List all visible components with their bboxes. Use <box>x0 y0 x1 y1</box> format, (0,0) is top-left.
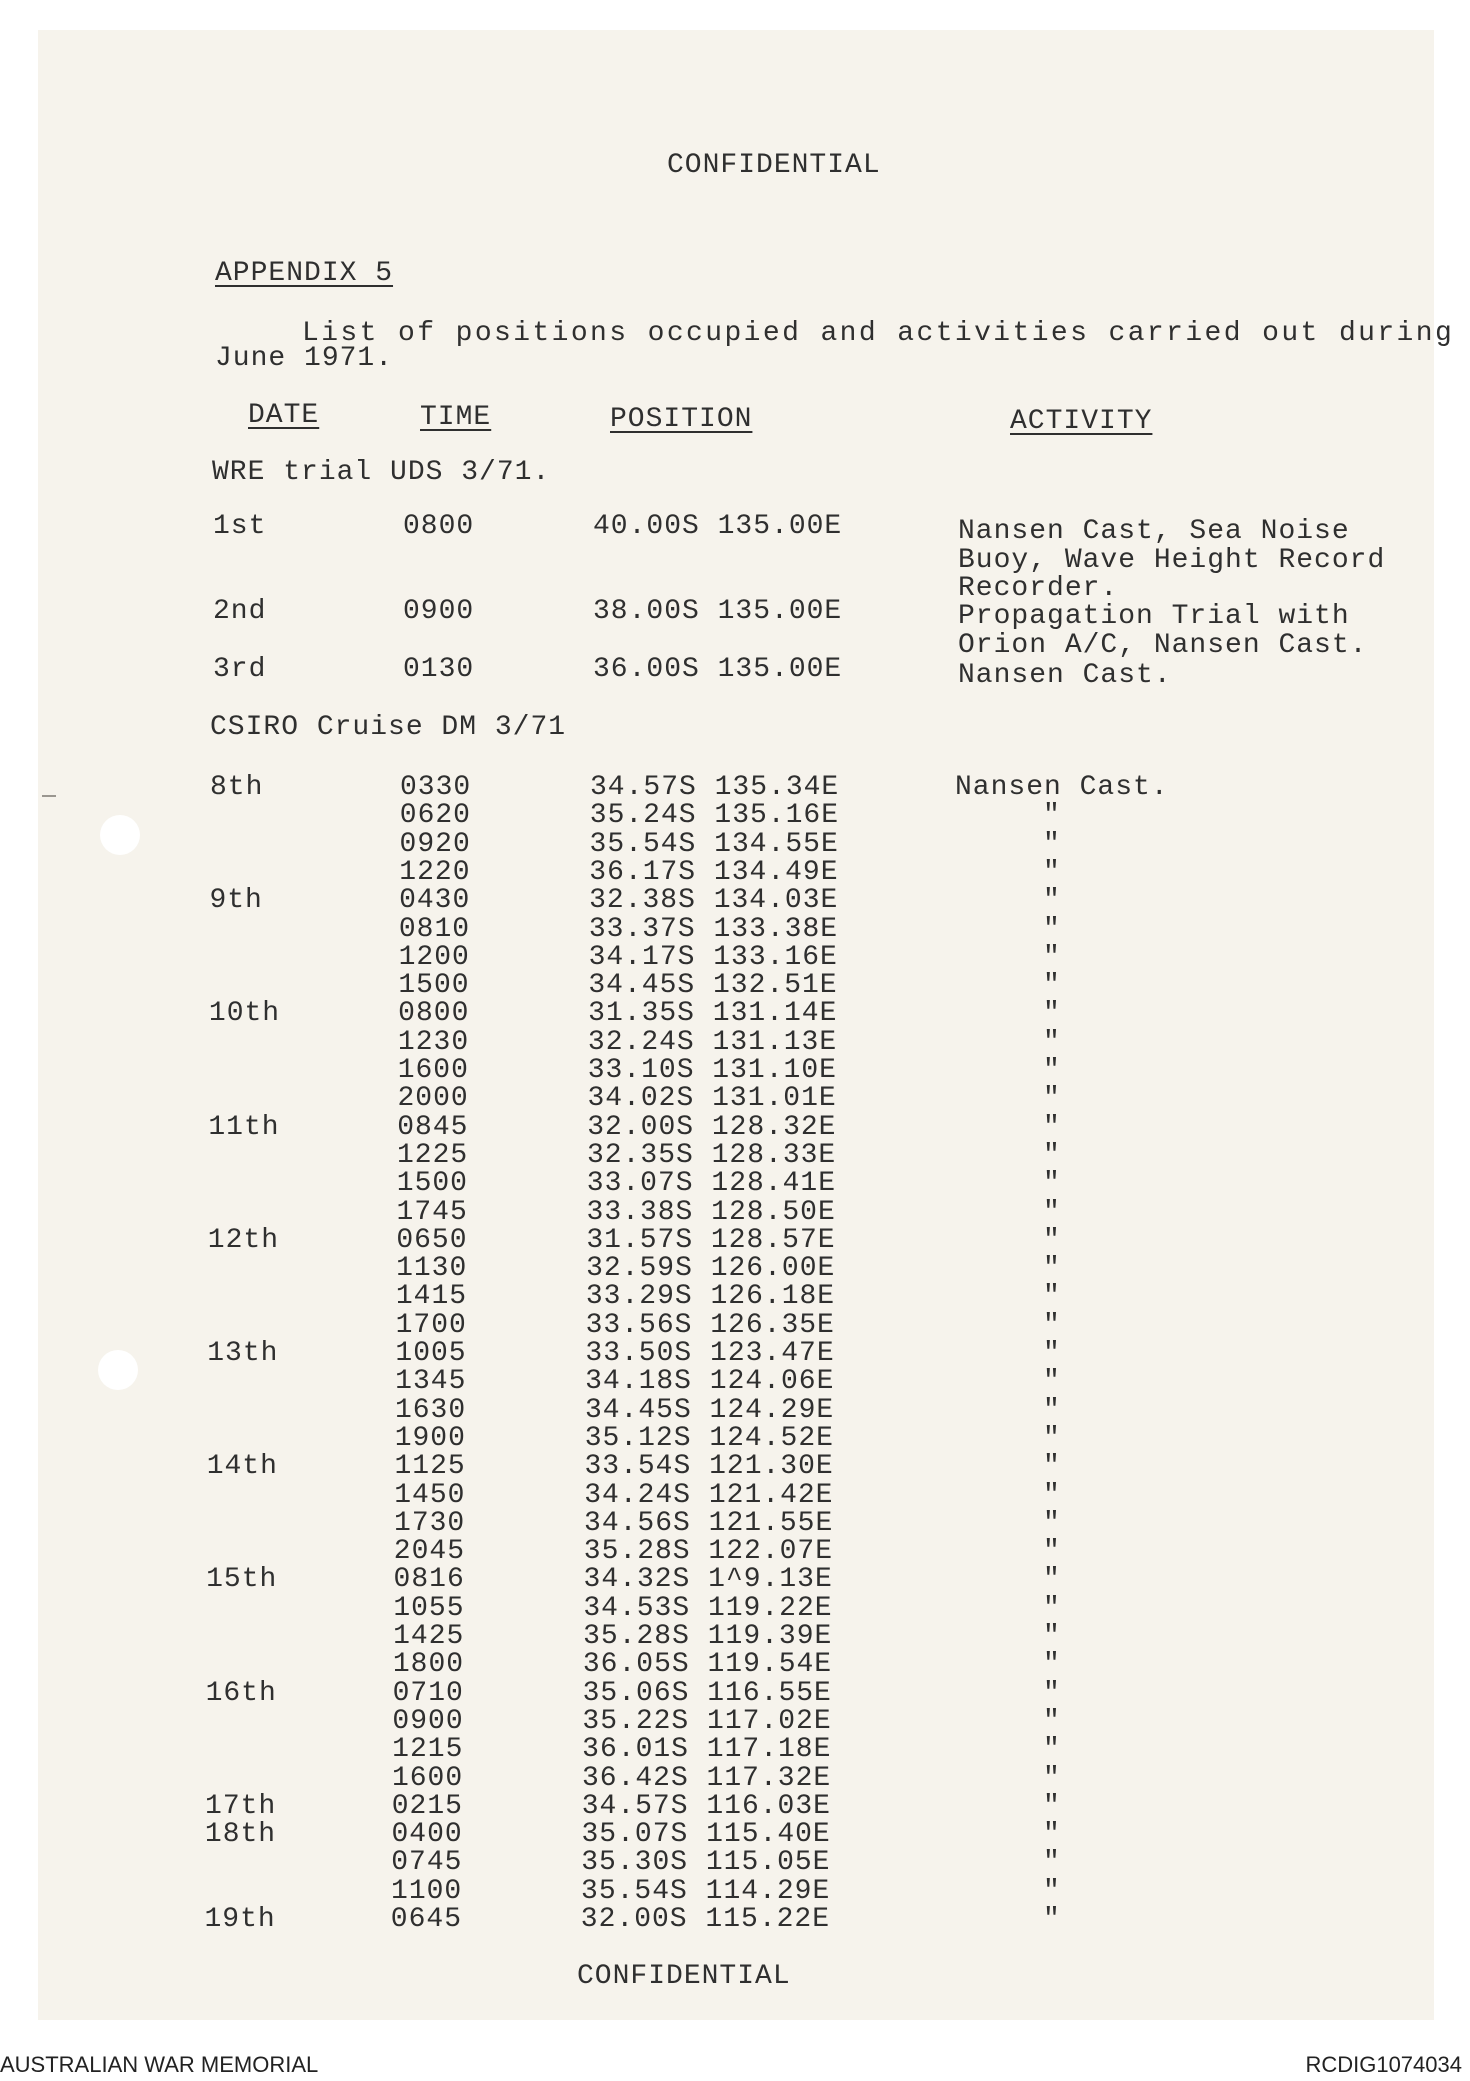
row-position: 32.00S 115.22E <box>580 1904 831 1935</box>
section-title-csiro: CSIRO Cruise DM 3/71 <box>210 712 567 743</box>
row-position: 33.38S 128.50E <box>586 1196 836 1228</box>
section-title-wre: WRE trial UDS 3/71. <box>212 457 551 488</box>
column-header-date: DATE <box>248 400 320 431</box>
row-time: 0800 <box>398 998 470 1030</box>
row-time: 1100 <box>391 1875 463 1907</box>
row-activity: " <box>1043 1790 1061 1822</box>
row-position: 38.00S 135.00E <box>593 596 843 627</box>
row-activity: " <box>1043 1592 1061 1624</box>
row-date: 18th <box>204 1819 277 1851</box>
row-time: 1425 <box>393 1621 465 1652</box>
intro-line-1: List of positions occupied and activities carried out during <box>302 318 1455 349</box>
row-activity: " <box>1043 913 1061 945</box>
row-activity: " <box>1043 1734 1061 1766</box>
row-activity: " <box>1043 1168 1061 1200</box>
table-row <box>0 1084 1470 1114</box>
table-row <box>0 1820 1470 1850</box>
row-activity: " <box>1043 1564 1061 1596</box>
table-row <box>0 1169 1470 1199</box>
table-row <box>0 1424 1470 1454</box>
row-time: 1130 <box>396 1253 468 1285</box>
row-time: 0130 <box>403 654 475 685</box>
row-date: 3rd <box>213 654 267 685</box>
row-time: 1745 <box>396 1196 468 1228</box>
row-time: 1700 <box>395 1309 467 1341</box>
column-header-position: POSITION <box>610 404 753 435</box>
table-row <box>0 1877 1470 1907</box>
row-time: 1500 <box>396 1168 468 1200</box>
row-time: 0710 <box>392 1677 464 1709</box>
row-activity: " <box>1043 998 1061 1030</box>
table-row <box>0 1622 1470 1652</box>
row-date: 11th <box>208 1111 280 1143</box>
row-position: 34.45S 132.51E <box>588 970 838 1002</box>
row-activity: Nansen Cast. <box>958 660 1172 691</box>
archive-id: RCDIG1074034 <box>1305 2052 1462 2077</box>
row-time: 1225 <box>397 1139 469 1171</box>
row-activity: " <box>1043 1055 1061 1086</box>
column-header-activity: ACTIVITY <box>1010 406 1153 437</box>
table-row <box>0 1254 1470 1284</box>
table-row <box>0 1339 1470 1369</box>
row-activity: " <box>1043 1309 1061 1341</box>
table-row <box>0 1056 1470 1086</box>
row-activity: " <box>1043 828 1061 860</box>
row-position: 33.37S 133.38E <box>588 913 839 945</box>
row-position: 33.29S 126.18E <box>585 1281 836 1313</box>
row-position: 34.53S 119.22E <box>583 1592 833 1624</box>
table-row <box>0 1707 1470 1737</box>
row-activity: " <box>1043 1479 1061 1511</box>
appendix-title: APPENDIX 5 <box>215 258 394 289</box>
row-activity: " <box>1043 1394 1061 1426</box>
table-row <box>0 1792 1470 1822</box>
row-activity: " <box>1043 1875 1061 1907</box>
row-activity: " <box>1043 1422 1061 1454</box>
row-position: 36.42S 117.32E <box>581 1762 832 1794</box>
row-position: 34.18S 124.06E <box>585 1366 835 1398</box>
row-time: 0745 <box>391 1847 463 1879</box>
row-position: 36.00S 135.00E <box>593 654 843 685</box>
row-time: 1055 <box>393 1592 465 1624</box>
row-position: 32.35S 128.33E <box>587 1139 837 1171</box>
row-position: 32.59S 126.00E <box>586 1253 836 1285</box>
row-position: 35.12S 124.52E <box>584 1422 834 1454</box>
table-row <box>0 773 1470 803</box>
row-time: 0330 <box>400 772 472 803</box>
row-date: 2nd <box>213 596 267 627</box>
table-row <box>0 1226 1470 1256</box>
row-position: 35.07S 115.40E <box>581 1819 831 1851</box>
row-date: 19th <box>204 1904 276 1935</box>
table-row <box>0 1113 1470 1143</box>
row-date: 14th <box>206 1451 278 1483</box>
row-position: 32.00S 128.32E <box>587 1111 837 1143</box>
row-date: 10th <box>208 998 281 1030</box>
row-activity: " <box>1043 1677 1061 1709</box>
row-position: 34.57S 116.03E <box>581 1790 831 1822</box>
table-row <box>0 971 1470 1001</box>
table-row <box>0 1311 1470 1341</box>
row-time: 1600 <box>391 1762 464 1794</box>
row-time: 1125 <box>394 1451 466 1483</box>
table-row <box>0 801 1470 831</box>
row-time: 0215 <box>391 1790 463 1822</box>
footer-confidential: CONFIDENTIAL <box>577 1961 791 1992</box>
row-time: 0810 <box>398 913 471 945</box>
row-activity: " <box>1043 1705 1061 1737</box>
row-position: 35.22S 117.02E <box>582 1705 832 1737</box>
row-time: 1415 <box>395 1281 468 1313</box>
row-position: 33.50S 123.47E <box>585 1338 835 1369</box>
archive-credit: AUSTRALIAN WAR MEMORIAL <box>0 2052 319 2077</box>
table-row <box>0 1735 1470 1765</box>
row-activity: " <box>1043 1224 1061 1256</box>
table-row <box>0 858 1470 888</box>
row-position: 34.17S 133.16E <box>588 941 838 973</box>
row-time: 0900 <box>392 1705 464 1737</box>
row-activity: " <box>1043 1904 1061 1935</box>
row-position: 35.54S 114.29E <box>581 1875 831 1907</box>
table-row <box>0 1679 1470 1709</box>
row-date: 1st <box>213 511 267 542</box>
row-date: 8th <box>210 772 264 803</box>
table-row <box>0 1764 1470 1794</box>
row-time: 0430 <box>399 885 471 917</box>
row-position: 35.24S 135.16E <box>589 800 840 832</box>
row-activity: " <box>1043 1281 1061 1313</box>
table-row <box>0 1452 1470 1482</box>
table-row <box>0 1650 1470 1680</box>
table-row <box>0 1198 1470 1228</box>
row-position: 32.38S 134.03E <box>589 885 839 917</box>
table-row <box>0 1396 1470 1426</box>
row-position: 35.30S 115.05E <box>581 1847 831 1879</box>
row-time: 1600 <box>397 1055 469 1086</box>
row-time: 0816 <box>393 1564 465 1596</box>
row-time: 0900 <box>403 596 475 627</box>
row-time: 1220 <box>399 856 471 888</box>
row-date: 17th <box>205 1790 277 1822</box>
row-time: 2000 <box>397 1083 469 1115</box>
row-position: 34.56S 121.55E <box>584 1507 834 1539</box>
row-position: 33.10S 131.10E <box>587 1055 837 1086</box>
row-activity: " <box>1043 800 1061 832</box>
row-time: 1630 <box>394 1394 467 1426</box>
row-activity: " <box>1043 1621 1061 1652</box>
row-position: 35.06S 116.55E <box>582 1677 832 1709</box>
row-time: 1215 <box>392 1734 464 1766</box>
row-activity: Nansen Cast, Sea Noise Buoy, Wave Height Record Recorder. <box>958 516 1386 604</box>
row-position: 33.07S 128.41E <box>586 1168 837 1200</box>
intro-line-2: June 1971. <box>215 343 394 374</box>
row-position: 34.02S 131.01E <box>587 1083 837 1115</box>
row-time: 1900 <box>394 1422 466 1454</box>
row-activity: " <box>1043 1762 1061 1794</box>
column-header-time: TIME <box>420 402 492 433</box>
table-row <box>0 1367 1470 1397</box>
row-activity: " <box>1043 885 1061 917</box>
row-activity: " <box>1043 941 1061 973</box>
row-date: 15th <box>206 1564 278 1596</box>
row-position: 36.01S 117.18E <box>582 1734 832 1766</box>
row-time: 1345 <box>395 1366 467 1398</box>
row-time: 1730 <box>394 1507 466 1539</box>
row-time: 1800 <box>392 1649 465 1681</box>
row-activity: " <box>1043 1253 1061 1285</box>
row-time: 0800 <box>403 511 475 542</box>
row-activity: " <box>1043 1536 1061 1568</box>
row-activity: " <box>1043 1819 1061 1851</box>
table-row <box>0 943 1470 973</box>
row-time: 1005 <box>395 1338 467 1369</box>
row-time: 0400 <box>391 1819 463 1851</box>
table-row <box>0 1594 1470 1624</box>
row-time: 0645 <box>390 1904 463 1935</box>
row-position: 35.28S 122.07E <box>583 1536 834 1568</box>
table-row <box>0 1028 1470 1058</box>
row-activity: " <box>1043 1507 1061 1539</box>
row-activity: " <box>1043 856 1061 888</box>
row-position: 34.45S 124.29E <box>584 1394 835 1426</box>
row-activity: " <box>1043 970 1061 1002</box>
row-date: 12th <box>207 1224 279 1256</box>
row-position: 35.28S 119.39E <box>583 1621 833 1652</box>
row-time: 0920 <box>399 828 471 860</box>
table-row <box>0 1141 1470 1171</box>
row-activity: " <box>1043 1847 1061 1879</box>
table-row <box>0 1509 1470 1539</box>
row-position: 36.17S 134.49E <box>589 856 839 888</box>
row-activity: " <box>1043 1196 1061 1228</box>
table-row <box>0 830 1470 860</box>
table-row <box>0 1848 1470 1878</box>
row-activity: " <box>1043 1366 1061 1398</box>
row-activity: " <box>1043 1083 1061 1115</box>
row-activity: " <box>1043 1649 1061 1681</box>
table-row <box>0 1481 1470 1511</box>
table-row <box>0 1537 1470 1567</box>
row-time: 1500 <box>398 970 470 1002</box>
row-activity: " <box>1043 1338 1061 1369</box>
row-activity: Propagation Trial with Orion A/C, Nansen Cast. <box>958 601 1368 661</box>
row-position: 36.05S 119.54E <box>582 1649 833 1681</box>
row-time: 1450 <box>394 1479 466 1511</box>
row-position: 34.24S 121.42E <box>584 1479 834 1511</box>
row-activity: " <box>1043 1026 1061 1058</box>
row-activity: Nansen Cast. <box>955 772 1169 803</box>
row-position: 31.35S 131.14E <box>588 998 838 1030</box>
row-time: 0650 <box>396 1224 468 1256</box>
table-row <box>0 1282 1470 1312</box>
table-row <box>0 1565 1470 1595</box>
row-position: 32.24S 131.13E <box>587 1026 838 1058</box>
row-position: 35.54S 134.55E <box>589 828 839 860</box>
row-time: 1200 <box>398 941 470 973</box>
row-position: 40.00S 135.00E <box>593 511 843 542</box>
table-row <box>0 655 1470 685</box>
row-position: 34.32S 1^9.13E <box>583 1564 833 1596</box>
row-position: 34.57S 135.34E <box>590 772 840 803</box>
table-row <box>0 1905 1470 1935</box>
row-position: 33.54S 121.30E <box>584 1451 834 1483</box>
row-date: 13th <box>207 1338 279 1369</box>
row-date: 9th <box>209 885 263 917</box>
header-confidential: CONFIDENTIAL <box>667 150 881 181</box>
row-time: 2045 <box>393 1536 465 1568</box>
row-time: 1230 <box>397 1026 470 1058</box>
row-activity: " <box>1043 1139 1061 1171</box>
table-row <box>0 886 1470 916</box>
row-time: 0620 <box>399 800 471 832</box>
table-row <box>0 915 1470 945</box>
row-position: 33.56S 126.35E <box>585 1309 835 1341</box>
row-position: 31.57S 128.57E <box>586 1224 836 1256</box>
row-date: 16th <box>205 1677 277 1709</box>
row-time: 0845 <box>397 1111 469 1143</box>
table-row <box>0 999 1470 1029</box>
row-activity: " <box>1043 1451 1061 1483</box>
row-activity: " <box>1043 1111 1061 1143</box>
